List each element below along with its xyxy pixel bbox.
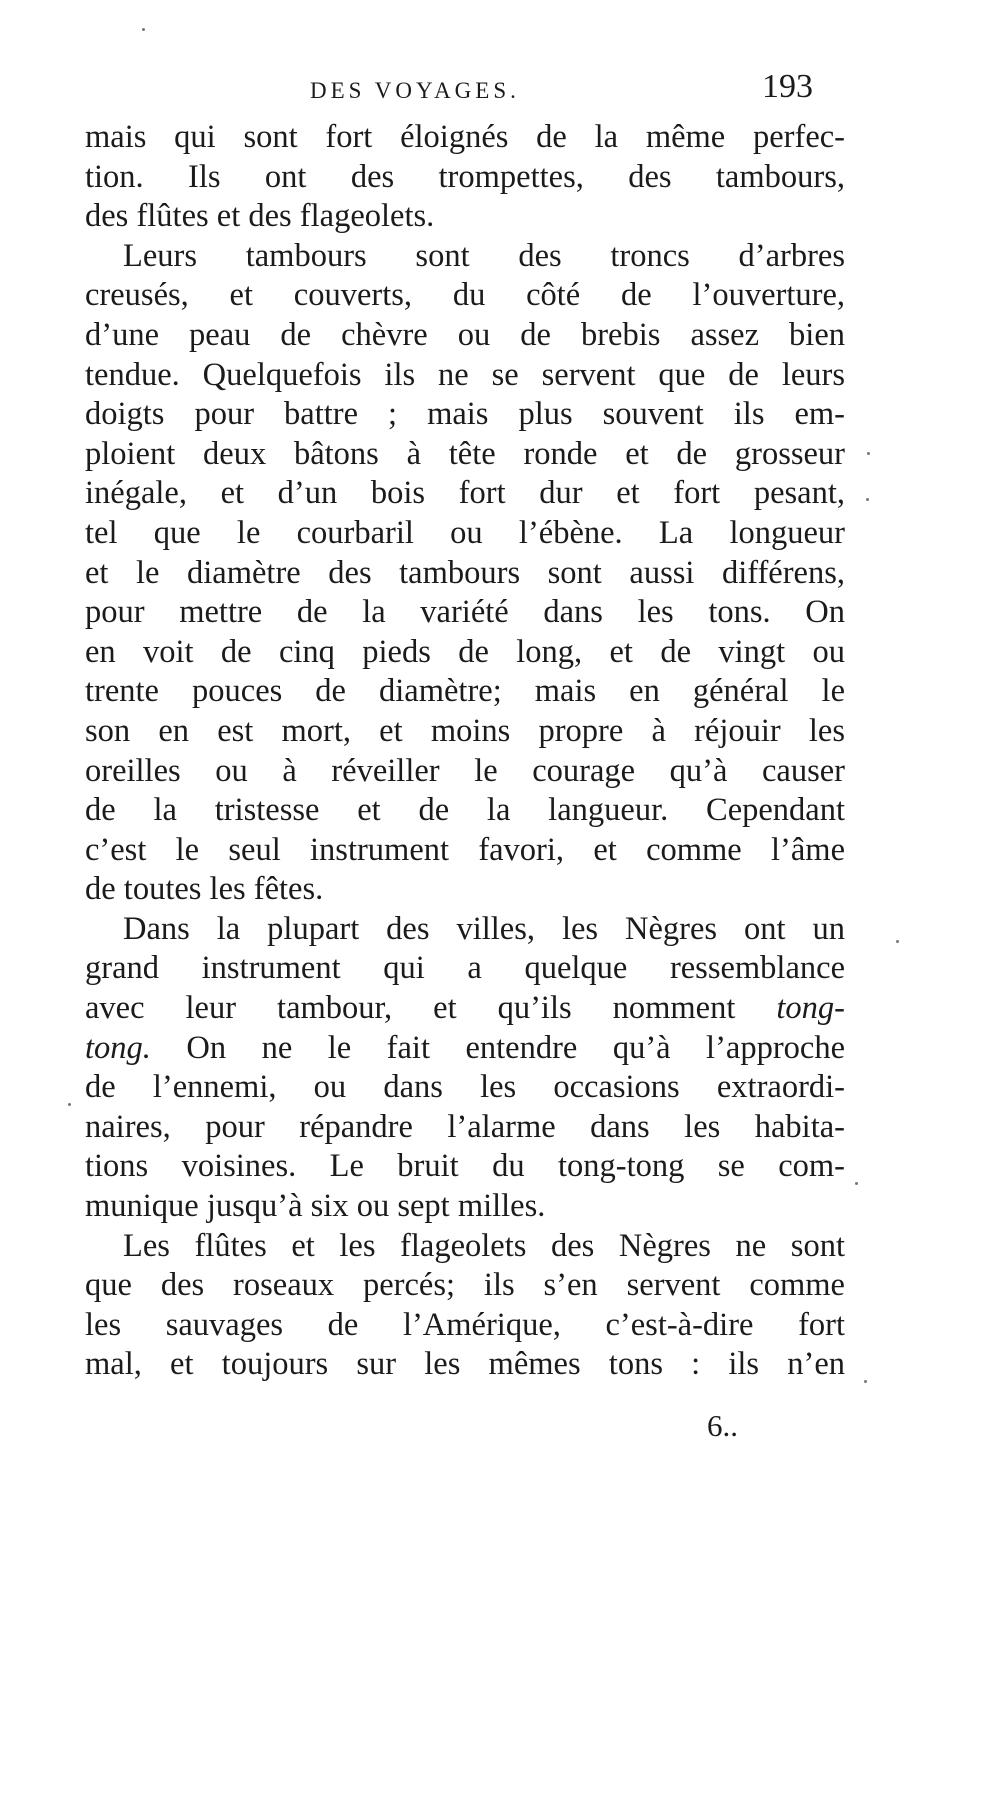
text-line: creusés, et couverts, du côté de l’ouverture,: [85, 277, 845, 314]
text-run: avec leur tambour, et qu’ils nomment: [85, 990, 736, 1027]
text-line: ploient deux bâtons à tête ronde et de grosseur: [85, 435, 845, 472]
text-line: munique jusqu’à six ou sept milles.: [85, 1188, 546, 1225]
page-number: 193: [762, 68, 813, 105]
paper-speck: [896, 940, 899, 943]
text-line: doigts pour battre ; mais plus souvent ils em-: [85, 396, 845, 433]
running-title: DES VOYAGES.: [310, 78, 520, 103]
text-line: Leurs tambours sont des troncs d’arbres: [123, 237, 845, 274]
paper-speck: [864, 1380, 867, 1383]
paper-speck: [855, 1182, 858, 1185]
text-line: trente pouces de diamètre; mais en général le: [85, 673, 845, 710]
text-line: tion. Ils ont des trompettes, des tambours,: [85, 158, 845, 195]
paper-speck: [142, 28, 145, 31]
italic-term: tong.: [85, 1029, 151, 1066]
text-run: On ne le fait entendre qu’à l’approche: [186, 1029, 846, 1066]
text-line: tendue. Quelquefois ils ne se servent que de leurs: [85, 356, 845, 393]
paper-speck: [68, 1103, 71, 1106]
text-line: des flûtes et des flageolets.: [85, 198, 435, 235]
text-line: [85, 1029, 845, 1069]
text-line: de toutes les fêtes.: [85, 871, 324, 908]
text-line: en voit de cinq pieds de long, et de vingt ou: [85, 633, 845, 670]
text-line: de la tristesse et de la langueur. Cependant: [85, 792, 845, 829]
text-line: les sauvages de l’Amérique, c’est-à-dire fort: [85, 1306, 845, 1343]
text-line: son en est mort, et moins propre à réjouir les: [85, 712, 845, 749]
text-line: oreilles ou à réveiller le courage qu’à causer: [85, 752, 845, 789]
paper-speck: [866, 498, 869, 501]
text-line: et le diamètre des tambours sont aussi différens,: [85, 554, 845, 591]
text-line: tel que le courbaril ou l’ébène. La longueur: [85, 514, 845, 551]
text-line: [85, 989, 845, 1029]
text-line: Les flûtes et les flageolets des Nègres ne sont: [123, 1227, 845, 1264]
text-line: c’est le seul instrument favori, et comme l’âme: [85, 831, 845, 868]
text-line: naires, pour répandre l’alarme dans les habita-: [85, 1108, 845, 1145]
signature-mark: 6..: [707, 1408, 738, 1443]
text-line: Dans la plupart des villes, les Nègres ont un: [123, 910, 845, 947]
italic-term: tong-: [776, 990, 846, 1027]
text-line: mal, et toujours sur les mêmes tons : ils n’en: [85, 1346, 845, 1383]
text-line: que des roseaux percés; ils s’en servent comme: [85, 1267, 845, 1304]
text-line: de l’ennemi, ou dans les occasions extraordi-: [85, 1069, 845, 1106]
text-line: d’une peau de chèvre ou de brebis assez bien: [85, 316, 845, 353]
text-line: tions voisines. Le bruit du tong-tong se com-: [85, 1148, 845, 1185]
text-line: inégale, et d’un bois fort dur et fort pesant,: [85, 475, 845, 512]
body-text: [85, 118, 845, 1385]
text-line: grand instrument qui a quelque ressemblance: [85, 950, 845, 987]
paper-speck: [867, 452, 870, 455]
text-line: mais qui sont fort éloignés de la même perfec-: [85, 119, 845, 155]
text-line: pour mettre de la variété dans les tons. On: [85, 594, 845, 631]
